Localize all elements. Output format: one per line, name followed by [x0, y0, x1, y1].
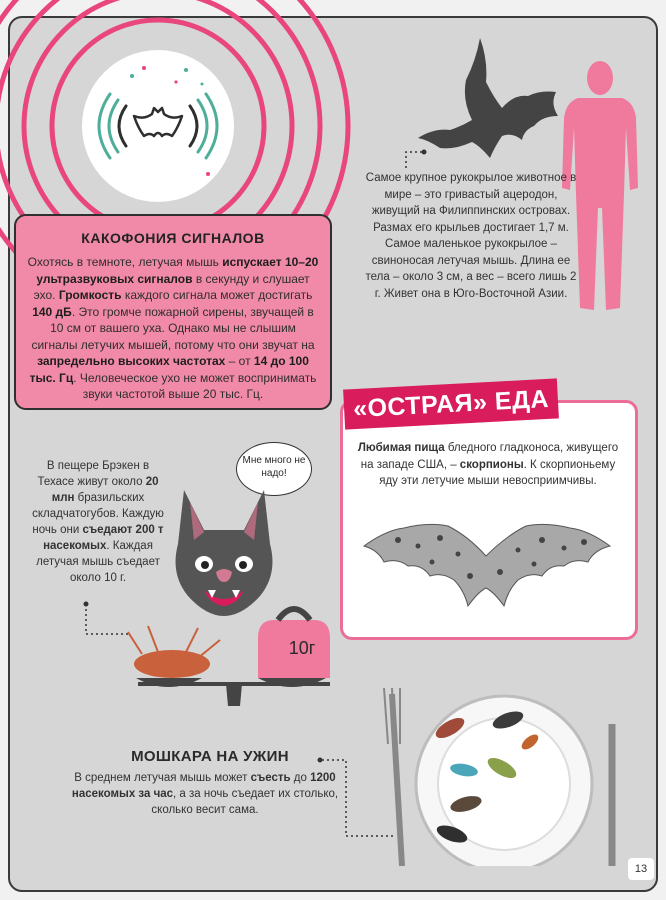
echolocation-bat-badge: [82, 50, 234, 202]
dotted-pointer: [80, 600, 140, 640]
spicy-food-title: «ОСТРАЯ» ЕДА: [343, 378, 559, 429]
cacophony-box: [14, 214, 332, 410]
midges-title: МОШКАРА НА УЖИН: [131, 748, 289, 765]
scorpion-pattern-bat-illustration: [358, 506, 616, 626]
echolocating-bat-icon: [82, 50, 234, 202]
dotted-pointer: [398, 148, 428, 172]
speech-bubble: Мне много не надо!: [236, 442, 312, 496]
flying-fox-silhouette: [410, 30, 580, 170]
weight-label: 10г: [288, 638, 316, 658]
spicy-food-text: Любимая пища бледного гладконоса, живущего на западе США, – скорпионы. К скорпионьему яду эти летучие мыши невосприимчивы.: [357, 442, 619, 487]
midges-text: В среднем летучая мышь может съесть до 1200 насекомых за час, а за ночь съедает их столько, сколько весит сама.: [71, 772, 339, 816]
largest-bat-text: Самое крупное рукокрылое животное в мире – это гривастый ацеродон, живущий на Филиппинских островах. Размах его крыльев достигает 1,7 м. Самое маленькое рукокрылое – свиноносая летучая мышь. Длина ее тела – около 3 см, а вес – всего лишь 2 г. Живет она в Юго-Восточной Азии.: [365, 172, 577, 300]
page-number: 13: [628, 858, 654, 880]
cacophony-title: КАКОФОНИЯ СИГНАЛОВ: [81, 230, 265, 246]
bracken-cave-text: В пещере Брэкен в Техасе живут около 20 млн бразильских складчатогубов. Каждую ночь они съедают 200 т насекомых. Каждая летучая мышь съедает около 10 г.: [32, 460, 164, 584]
cacophony-text: Охотясь в темноте, летучая мышь испускает 10–20 ультразвуковых сигналов в секунду и слушает эхо. Громкость каждого сигнала может достигать 140 дБ. Это громче пожарной сирены, звучащей в 10 см от вашего уха. Однако мы не слышим сигналы летучих мышей, потому что они звучат на запредельно высоких частотах – от 14 до 100 тыс. Гц. Человеческое ухо не может воспринимать звуки частотой выше 20 тыс. Гц.: [27, 255, 319, 401]
plate-with-scorpions-illustration: [380, 684, 642, 866]
